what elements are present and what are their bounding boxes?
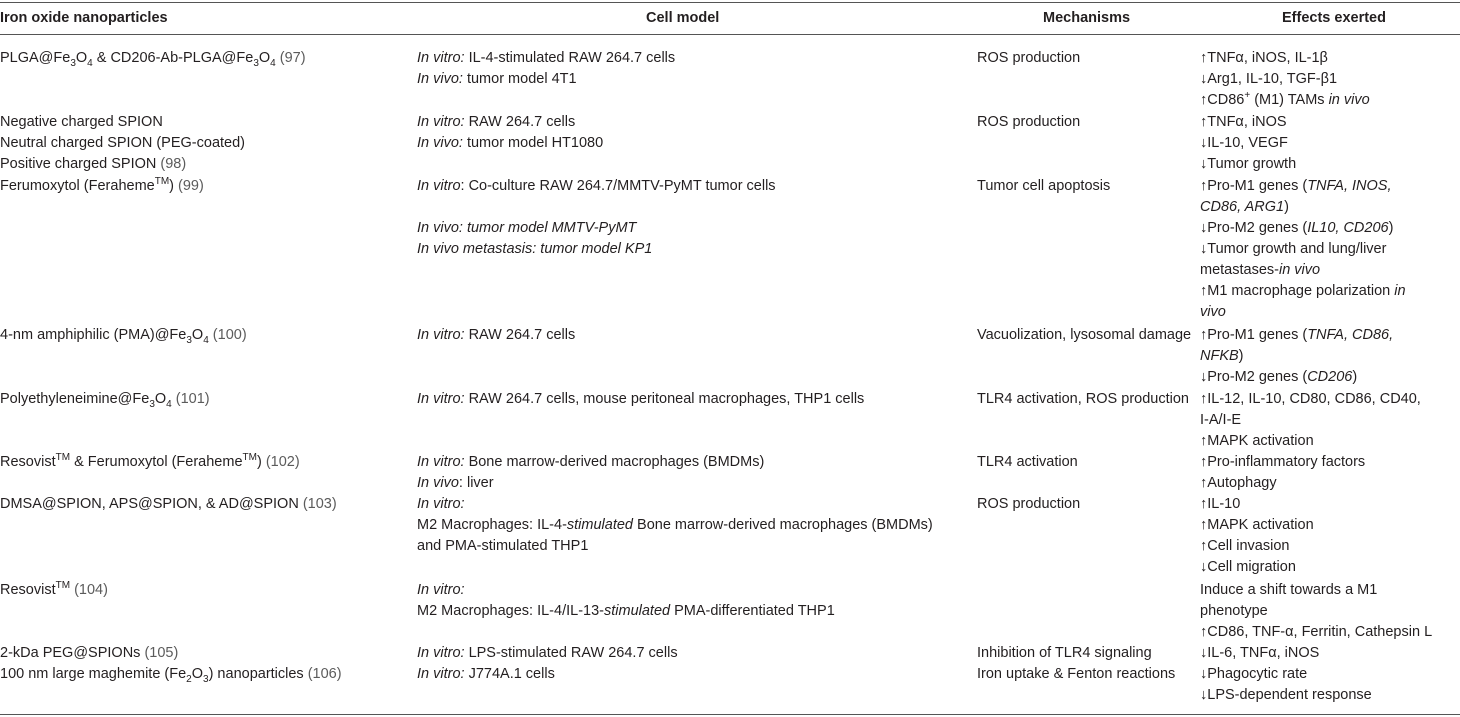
header-rule	[0, 34, 1460, 35]
reference-link[interactable]: (99)	[178, 178, 204, 194]
cell-line: In vitro: J774A.1 cells	[417, 666, 555, 682]
cell-line: ↑M1 macrophage polarization in	[1200, 283, 1406, 299]
reference-link[interactable]: (106)	[307, 666, 342, 682]
cell-line: In vitro:	[417, 496, 465, 512]
cell-line: In vitro: RAW 264.7 cells	[417, 114, 576, 130]
header-cell-model: Cell model	[646, 10, 720, 26]
cell-line: Iron uptake & Fenton reactions	[977, 666, 1176, 682]
cell-line: ROS production	[977, 114, 1081, 130]
cell-line: 100 nm large maghemite $(Fe_2O_3)$ nanoparticles (106)	[0, 666, 342, 685]
cell-line: $PLGA@Fe_3O_4$ & $CD206-Ab-PLGA@Fe_3O_4$ (97)	[0, 50, 306, 69]
cell-line: 2-kDa PEG@SPIONs (105)	[0, 645, 179, 661]
cell-line: Neutral charged SPION (PEG-coated)	[0, 135, 245, 151]
cell-line: ↑CD86+ (M1) TAMs in vivo	[1200, 90, 1370, 108]
cell-line: ↑Pro-inflammatory factors	[1200, 454, 1366, 470]
cell-line: ↓Pro-M2 genes (IL10, CD206)	[1200, 220, 1394, 236]
reference-link[interactable]: (103)	[302, 496, 337, 512]
cell-line: metastases-in vivo	[1200, 262, 1321, 278]
cell-line: In vivo: tumor model 4T1	[417, 71, 577, 87]
cell-line: ↑Autophagy	[1200, 475, 1277, 491]
cell-line: 4-nm amphiphilic $(PMA)@Fe_3O_4$ (100)	[0, 327, 247, 346]
cell-line: In vivo metastasis: tumor model KP1	[417, 241, 653, 257]
cell-line: ↓Cell migration	[1200, 559, 1296, 575]
reference-link[interactable]: (102)	[265, 454, 300, 470]
table-bottom-rule	[0, 714, 1460, 715]
cell-line: ↓LPS-dependent response	[1200, 687, 1372, 703]
cell-line: Positive charged SPION (98)	[0, 156, 187, 172]
cell-line: ↑Cell invasion	[1200, 538, 1290, 554]
cell-line: TLR4 activation	[977, 454, 1078, 470]
cell-line: In vitro:	[417, 582, 465, 598]
cell-line: Resovist™ & Ferumoxytol (Feraheme™) (102)	[0, 452, 300, 470]
cell-line: ↓Pro-M2 genes (CD206)	[1200, 369, 1358, 385]
cell-line: Vacuolization, lysosomal damage	[977, 327, 1192, 343]
cell-line: In vivo: liver	[417, 475, 494, 491]
cell-line: M2 Macrophages: IL-4-stimulated Bone marrow-derived macrophages (BMDMs)	[417, 517, 933, 533]
table-top-rule	[0, 2, 1460, 3]
cell-line: vivo	[1200, 304, 1226, 320]
reference-link[interactable]: (97)	[279, 50, 306, 66]
reference-link[interactable]: (104)	[74, 582, 108, 598]
cell-line: ↑CD86, TNF-α, Ferritin, Cathepsin L	[1200, 624, 1433, 640]
cell-line: In vitro: Bone marrow-derived macrophages (BMDMs)	[417, 454, 765, 470]
header-nanoparticles: Iron oxide nanoparticles	[0, 10, 168, 26]
cell-line: ↑MAPK activation	[1200, 517, 1314, 533]
cell-line: Tumor cell apoptosis	[977, 178, 1111, 194]
reference-link[interactable]: (98)	[160, 156, 187, 172]
cell-line: TLR4 activation, ROS production	[977, 391, 1189, 407]
cell-line: $Polyethyleneimine@Fe_3O_4$ (101)	[0, 391, 210, 410]
cell-line: ROS production	[977, 50, 1081, 66]
cell-line: ↓IL-6, TNFα, iNOS	[1200, 645, 1320, 661]
cell-line: ↓Arg1, IL-10, TGF-β1	[1200, 71, 1338, 87]
cell-line: and PMA-stimulated THP1	[417, 538, 589, 554]
cell-line: I-A/I-E	[1200, 412, 1242, 428]
cell-line: Resovist™ (104)	[0, 580, 108, 598]
cell-line: In vitro: IL-4-stimulated RAW 264.7 cells	[417, 50, 676, 66]
cell-line: NFKB)	[1200, 348, 1244, 364]
cell-line: Ferumoxytol (Feraheme™) (99)	[0, 176, 204, 194]
cell-line: ↑IL-10	[1200, 496, 1241, 512]
cell-line: ↓Phagocytic rate	[1200, 666, 1308, 682]
cell-line: In vivo: tumor model HT1080	[417, 135, 604, 151]
reference-link[interactable]: (105)	[144, 645, 179, 661]
cell-line: M2 Macrophages: IL-4/IL-13-stimulated PMA-differentiated THP1	[417, 603, 835, 619]
header-effects: Effects exerted	[1282, 10, 1386, 26]
cell-line: Induce a shift towards a M1	[1200, 582, 1378, 598]
cell-line: In vitro: LPS-stimulated RAW 264.7 cells	[417, 645, 678, 661]
cell-line: In vivo: tumor model MMTV-PyMT	[417, 220, 637, 236]
cell-line: In vitro: RAW 264.7 cells	[417, 327, 576, 343]
cell-line: ↑IL-12, IL-10, CD80, CD86, CD40,	[1200, 391, 1421, 407]
cell-line: ↑Pro-M1 genes (TNFA, CD86,	[1200, 327, 1394, 343]
reference-link[interactable]: (100)	[212, 327, 247, 343]
cell-line: Negative charged SPION	[0, 114, 163, 130]
cell-line: ↑TNFα, iNOS	[1200, 114, 1287, 130]
cell-line: ↑Pro-M1 genes (TNFA, INOS,	[1200, 178, 1392, 194]
cell-line: In vitro: RAW 264.7 cells, mouse peritoneal macrophages, THP1 cells	[417, 391, 865, 407]
cell-line: DMSA@SPION, APS@SPION, & AD@SPION (103)	[0, 496, 337, 512]
cell-line: In vitro: Co-culture RAW 264.7/MMTV-PyMT tumor cells	[417, 178, 776, 194]
reference-link[interactable]: (101)	[175, 391, 210, 407]
cell-line: ↓IL-10, VEGF	[1200, 135, 1288, 151]
cell-line: phenotype	[1200, 603, 1268, 619]
header-mechanisms: Mechanisms	[1043, 10, 1131, 26]
cell-line: ↑MAPK activation	[1200, 433, 1314, 449]
cell-line: ROS production	[977, 496, 1081, 512]
cell-line: ↑TNFα, iNOS, IL-1β	[1200, 50, 1328, 66]
cell-line: ↓Tumor growth	[1200, 156, 1297, 172]
cell-line: ↓Tumor growth and lung/liver	[1200, 241, 1387, 257]
cell-line: CD86, ARG1)	[1200, 199, 1289, 215]
cell-line: Inhibition of TLR4 signaling	[977, 645, 1152, 661]
